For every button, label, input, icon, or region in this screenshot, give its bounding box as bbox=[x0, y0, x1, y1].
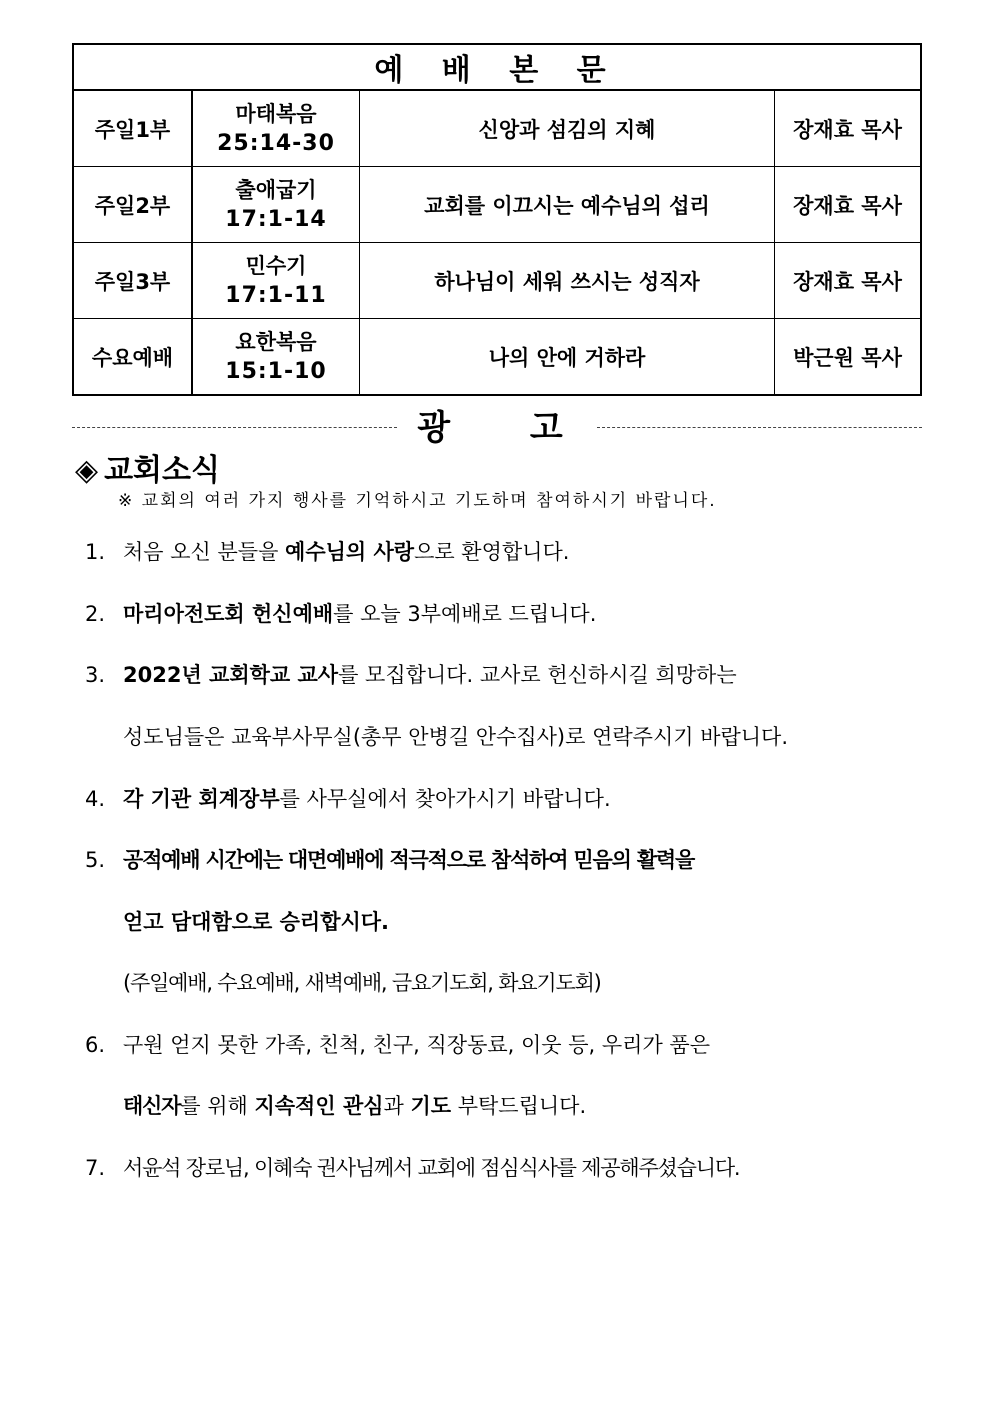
item-number: 4. bbox=[85, 787, 106, 811]
item-continuation: 얻고 담대함으로 승리합시다. bbox=[123, 910, 390, 934]
scripture-verse: 17:1-14 bbox=[225, 206, 327, 232]
list-item bbox=[85, 844, 694, 874]
scripture-verse: 17:1-11 bbox=[225, 282, 327, 308]
table-row bbox=[73, 243, 921, 319]
preacher: 박근원 목사 bbox=[775, 319, 922, 396]
scripture-book: 민수기 bbox=[245, 253, 307, 278]
sermon-title: 교회를 이끄시는 예수님의 섭리 bbox=[360, 167, 775, 243]
item-text: 를 위해 bbox=[180, 1094, 255, 1118]
item-emphasis: 2022년 교회학교 교사 bbox=[123, 663, 339, 687]
scripture-book: 마태복음 bbox=[235, 101, 317, 126]
list-item bbox=[85, 598, 596, 628]
announcements-title: 광 고 bbox=[417, 407, 597, 448]
item-number: 6. bbox=[85, 1033, 106, 1057]
item-text: 서윤석 장로님, 이혜숙 권사님께서 교회에 점심식사를 제공해주셨습니다. bbox=[123, 1156, 740, 1180]
divider bbox=[72, 427, 397, 428]
item-number: 5. bbox=[85, 848, 106, 872]
item-emphasis: 기도 bbox=[410, 1094, 452, 1118]
item-text: 를 오늘 3부예배로 드립니다. bbox=[333, 602, 597, 626]
sermon-title: 신앙과 섬김의 지혜 bbox=[360, 90, 775, 167]
divider bbox=[597, 427, 922, 428]
item-text: 구원 얻지 못한 가족, 친척, 친구, 직장동료, 이웃 등, 우리가 품은 bbox=[123, 1033, 710, 1057]
section-title: 교회소식 bbox=[104, 453, 220, 488]
section-heading bbox=[75, 445, 220, 489]
item-text: 부탁드립니다. bbox=[451, 1094, 587, 1118]
item-number: 2. bbox=[85, 602, 106, 626]
item-text: 과 bbox=[383, 1094, 411, 1118]
section-note: ※ 교회의 여러 가지 행사를 기억하시고 기도하며 참여하시기 바랍니다. bbox=[118, 491, 717, 511]
scripture-passage bbox=[192, 319, 360, 396]
item-text: 를 사무실에서 찾아가시기 바랍니다. bbox=[279, 787, 611, 811]
item-number: 7. bbox=[85, 1156, 106, 1180]
table-row bbox=[73, 167, 921, 243]
item-emphasis: 예수님의 사랑 bbox=[285, 540, 415, 564]
list-item bbox=[85, 536, 569, 566]
item-emphasis: 마리아전도회 헌신예배 bbox=[123, 602, 334, 626]
item-text: 으로 환영합니다. bbox=[414, 540, 570, 564]
scripture-passage bbox=[192, 90, 360, 167]
scripture-verse: 15:1-10 bbox=[225, 358, 327, 384]
worship-schedule-table bbox=[72, 43, 922, 396]
sermon-title: 나의 안에 거하라 bbox=[360, 319, 775, 396]
preacher: 장재효 목사 bbox=[775, 90, 922, 167]
table-title: 예 배 본 문 bbox=[73, 44, 921, 90]
item-text: 처음 오신 분들을 bbox=[123, 540, 286, 564]
item-emphasis: 각 기관 회계장부 bbox=[123, 787, 280, 811]
announcements-header bbox=[72, 402, 922, 446]
item-number: 1. bbox=[85, 540, 106, 564]
item-text: 를 모집합니다. 교사로 헌신하시길 희망하는 bbox=[338, 663, 737, 687]
item-emphasis: 태신자 bbox=[123, 1094, 181, 1118]
scripture-book: 요한복음 bbox=[235, 329, 317, 354]
list-item bbox=[85, 783, 611, 813]
scripture-verse: 25:14-30 bbox=[217, 130, 335, 156]
item-number: 3. bbox=[85, 663, 106, 687]
item-emphasis: 지속적인 관심 bbox=[254, 1094, 384, 1118]
item-continuation: (주일예배, 수요예배, 새벽예배, 금요기도회, 화요기도회) bbox=[123, 971, 601, 995]
list-item bbox=[85, 1029, 710, 1059]
list-item bbox=[85, 659, 737, 689]
service-name: 주일1부 bbox=[73, 90, 192, 167]
diamond-bullet-icon: ◈ bbox=[75, 453, 99, 488]
item-emphasis: 공적예배 시간에는 대면예배에 적극적으로 참석하여 믿음의 활력을 bbox=[123, 848, 695, 872]
table-row bbox=[73, 90, 921, 167]
item-continuation bbox=[123, 1090, 586, 1120]
item-continuation: 성도님들은 교육부사무실(총무 안병길 안수집사)로 연락주시기 바랍니다. bbox=[123, 725, 789, 749]
sermon-title: 하나님이 세워 쓰시는 성직자 bbox=[360, 243, 775, 319]
service-name: 주일2부 bbox=[73, 167, 192, 243]
service-name: 주일3부 bbox=[73, 243, 192, 319]
table-row bbox=[73, 319, 921, 396]
scripture-book: 출애굽기 bbox=[235, 177, 317, 202]
scripture-passage bbox=[192, 167, 360, 243]
scripture-passage bbox=[192, 243, 360, 319]
service-name: 수요예배 bbox=[73, 319, 192, 396]
preacher: 장재효 목사 bbox=[775, 243, 922, 319]
preacher: 장재효 목사 bbox=[775, 167, 922, 243]
list-item bbox=[85, 1152, 739, 1182]
